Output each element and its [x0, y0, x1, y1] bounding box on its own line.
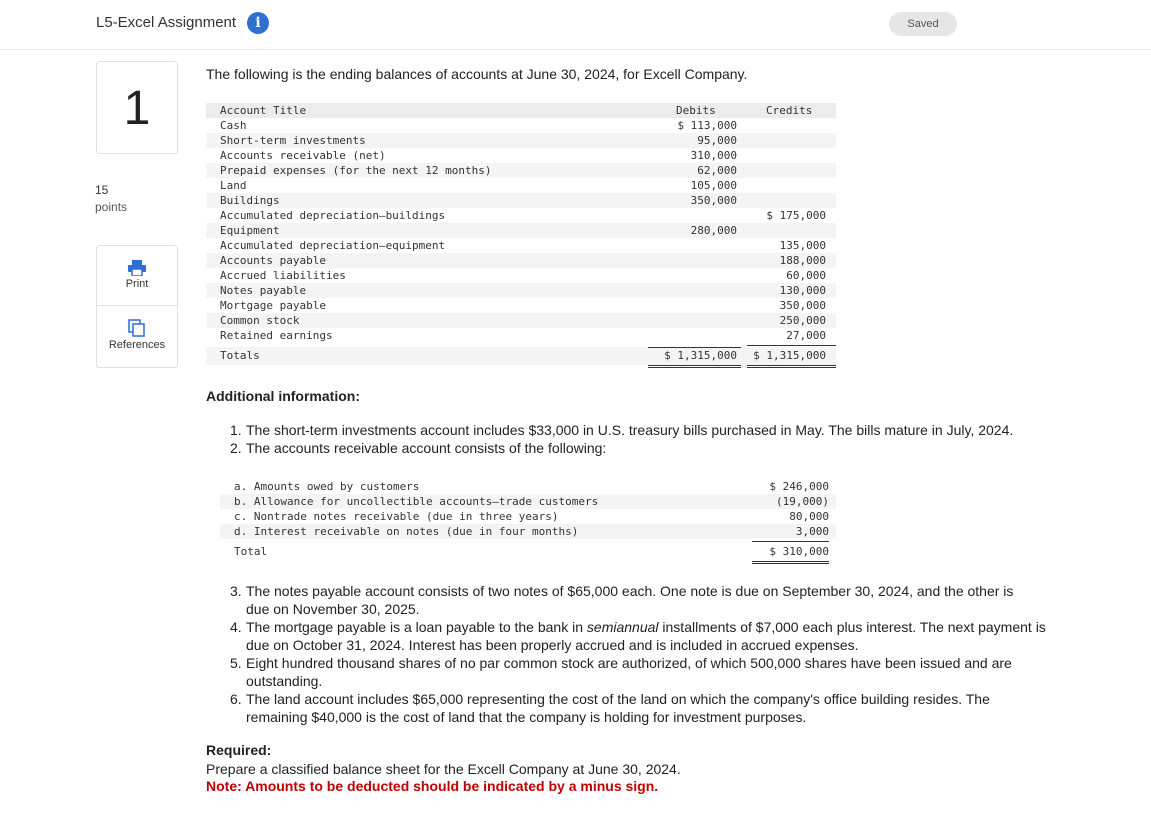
additional-info-heading: Additional information:: [206, 388, 360, 404]
info-number: 6.: [230, 691, 242, 707]
info-number: 4.: [230, 619, 242, 635]
receivables-total-row: [220, 543, 836, 561]
references-icon: [128, 319, 146, 337]
account-title: Accounts payable: [220, 254, 326, 267]
totals-label: Totals: [220, 349, 260, 362]
info-item: [230, 618, 1046, 654]
account-title: Notes payable: [220, 284, 307, 297]
info-item: [230, 439, 606, 457]
credit-value: 27,000: [786, 329, 826, 342]
totals-debit: $ 1,315,000: [664, 349, 737, 362]
info-text: Eight hundred thousand shares of no par common stock are authorized, of which 500,000 shares have been issued and are: [246, 655, 1012, 671]
header-debits: Debits: [676, 104, 716, 117]
table-row: [206, 163, 836, 178]
accounts-table: [206, 118, 836, 365]
debit-total-top-rule: [648, 347, 741, 348]
account-title: Mortgage payable: [220, 299, 326, 312]
info-text-continued: outstanding.: [246, 673, 323, 689]
info-text: installments of $7,000 each plus interest. The next payment is: [658, 619, 1046, 635]
debit-value: 62,000: [697, 164, 737, 177]
debit-value: 95,000: [697, 134, 737, 147]
info-text: The notes payable account consists of two notes of $65,000 each. One note is due on September 30, 2024, and the other is: [246, 583, 1014, 599]
receivable-amount: $ 246,000: [769, 480, 829, 493]
debit-value: 350,000: [690, 194, 737, 207]
receivable-label: d. Interest receivable on notes (due in four months): [234, 525, 579, 538]
receivable-amount: 80,000: [789, 510, 829, 523]
info-line: [230, 654, 1012, 672]
table-row: [206, 283, 836, 298]
table-row: [220, 509, 836, 524]
account-title: Accumulated depreciation—equipment: [220, 239, 446, 252]
print-button[interactable]: [97, 246, 177, 306]
saved-status-badge: Saved: [889, 12, 957, 36]
info-number: 2.: [230, 440, 242, 456]
credit-value: 188,000: [779, 254, 826, 267]
info-text-continued: due on November 30, 2025.: [246, 601, 420, 617]
info-number: 3.: [230, 583, 242, 599]
table-row: [220, 479, 836, 494]
table-row: [220, 524, 836, 539]
table-row: [206, 238, 836, 253]
table-row: [206, 148, 836, 163]
table-row: [206, 193, 836, 208]
info-text: The short-term investments account includes $33,000 in U.S. treasury bills purchased in May. The bills mature in July, 2024.: [246, 422, 1014, 438]
table-row: [220, 494, 836, 509]
receivables-double-rule: [752, 561, 829, 562]
receivable-label: b. Allowance for uncollectible accounts—trade customers: [234, 495, 599, 508]
debit-value: $ 113,000: [677, 119, 737, 132]
receivables-underline: [752, 541, 829, 542]
account-title: Accrued liabilities: [220, 269, 346, 282]
table-row: [206, 118, 836, 133]
totals-row: [206, 347, 836, 365]
info-item: [230, 582, 1013, 618]
table-row: [206, 268, 836, 283]
header-account-title: Account Title: [220, 104, 307, 117]
receivables-table: [220, 479, 836, 561]
receivables-double-rule: [752, 563, 829, 564]
info-text: The land account includes $65,000 representing the cost of the land on which the company's office building resides. The: [246, 691, 990, 707]
printer-icon: [128, 260, 146, 276]
info-text: The mortgage payable is a loan payable to the bank in: [246, 619, 587, 635]
references-label: References: [108, 339, 166, 351]
info-line: [230, 421, 1013, 439]
receivable-amount: (19,000): [776, 495, 829, 508]
required-text: Prepare a classified balance sheet for the Excell Company at June 30, 2024.: [206, 761, 681, 777]
table-row: [206, 223, 836, 238]
account-title: Buildings: [220, 194, 280, 207]
question-number: 1: [96, 61, 178, 154]
table-row: [206, 208, 836, 223]
info-item: [230, 654, 1012, 690]
info-text-continued: remaining $40,000 is the cost of land that the company is holding for investment purposes.: [246, 709, 807, 725]
debit-value: 105,000: [690, 179, 737, 192]
receivable-label: a. Amounts owed by customers: [234, 480, 420, 493]
credit-value: 350,000: [779, 299, 826, 312]
account-title: Common stock: [220, 314, 300, 327]
assignment-title: L5-Excel Assignment: [96, 14, 237, 31]
table-row: [206, 253, 836, 268]
info-line: [230, 690, 990, 708]
account-title: Retained earnings: [220, 329, 333, 342]
debit-double-rule: [648, 365, 741, 366]
credit-double-rule: [747, 365, 836, 366]
credit-value: 250,000: [779, 314, 826, 327]
accounts-table-header: [206, 103, 836, 118]
info-item: [230, 421, 1013, 439]
info-number: 5.: [230, 655, 242, 671]
question-intro: The following is the ending balances of accounts at June 30, 2024, for Excell Company.: [206, 66, 748, 82]
top-bar: [0, 0, 1151, 50]
print-label: Print: [125, 278, 149, 290]
note-text: Note: Amounts to be deducted should be indicated by a minus sign.: [206, 778, 659, 794]
account-title: Accumulated depreciation—buildings: [220, 209, 446, 222]
info-icon[interactable]: i: [247, 12, 269, 34]
points-value: 15: [95, 183, 109, 197]
table-row: [206, 298, 836, 313]
debit-value: 280,000: [690, 224, 737, 237]
required-label: Required:: [206, 742, 272, 758]
receivable-amount: 3,000: [795, 525, 829, 538]
table-row: [206, 178, 836, 193]
info-item: [230, 690, 990, 726]
references-button[interactable]: [97, 307, 177, 368]
receivables-total-label: Total: [234, 545, 268, 558]
totals-credit: $ 1,315,000: [753, 349, 826, 362]
info-line: [230, 582, 1013, 600]
info-text-continued: due on October 31, 2024. Interest has been properly accrued and is included in accrued expenses.: [246, 637, 859, 653]
account-title: Equipment: [220, 224, 280, 237]
debit-value: 310,000: [690, 149, 737, 162]
info-line: [230, 618, 1046, 636]
table-row: [206, 313, 836, 328]
account-title: Short-term investments: [220, 134, 366, 147]
credit-value: 135,000: [779, 239, 826, 252]
info-text: The accounts receivable account consists of the following:: [246, 440, 607, 456]
credit-value: 60,000: [786, 269, 826, 282]
info-number: 1.: [230, 422, 242, 438]
account-title: Cash: [220, 119, 247, 132]
info-emphasis: semiannual: [586, 619, 659, 635]
points-label: points: [95, 200, 128, 214]
credit-double-rule: [747, 367, 836, 368]
receivable-label: c. Nontrade notes receivable (due in three years): [234, 510, 559, 523]
account-title: Prepaid expenses (for the next 12 months): [220, 164, 492, 177]
header-credits: Credits: [766, 104, 813, 117]
account-title: Accounts receivable (net): [220, 149, 386, 162]
table-row: [206, 133, 836, 148]
credit-value: 130,000: [779, 284, 826, 297]
table-row: [206, 328, 836, 343]
account-title: Land: [220, 179, 247, 192]
credit-value: $ 175,000: [766, 209, 826, 222]
debit-double-rule: [648, 367, 741, 368]
tools-panel: [96, 245, 178, 368]
receivables-total-amount: $ 310,000: [769, 545, 829, 558]
info-line: [230, 439, 606, 457]
credit-underline: [747, 345, 836, 346]
